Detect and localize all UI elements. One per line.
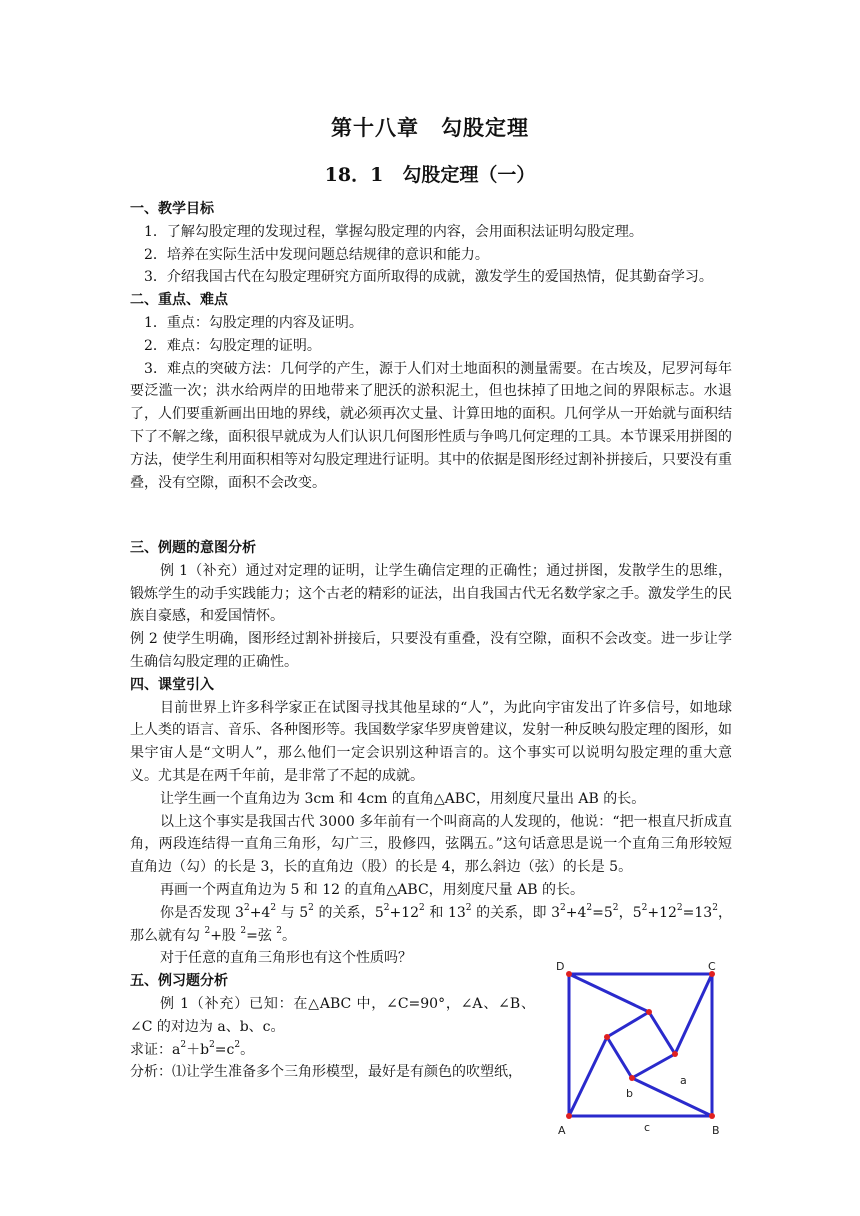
superscript: 2 bbox=[180, 1039, 187, 1050]
text-run: +4 bbox=[249, 904, 271, 921]
superscript: 2 bbox=[234, 1039, 241, 1050]
paragraph: 让学生画一个直角边为 3cm 和 4cm 的直角△ABC，用刻度尺量出 AB 的长。 bbox=[160, 790, 646, 807]
superscript: 2 bbox=[276, 925, 283, 936]
label-d: D bbox=[556, 960, 565, 973]
text-run: +4 bbox=[565, 904, 587, 921]
superscript: 2 bbox=[586, 903, 593, 914]
point-inner-4 bbox=[604, 1034, 610, 1040]
text-run: =c bbox=[214, 1041, 235, 1058]
superscript: 2 bbox=[612, 903, 619, 914]
paragraph: 2．培养在实际生活中发现问题总结规律的意识和能力。 bbox=[144, 246, 489, 263]
superscript: 2 bbox=[308, 903, 314, 914]
superscript: 2 bbox=[560, 903, 566, 914]
superscript: 2 bbox=[712, 903, 718, 914]
text-run: 和 13 bbox=[424, 904, 466, 921]
point-b bbox=[709, 1113, 715, 1119]
superscript: 2 bbox=[243, 903, 250, 914]
point-a bbox=[566, 1113, 572, 1119]
point-d bbox=[566, 971, 572, 977]
superscript: 2 bbox=[270, 903, 277, 914]
paragraph: 2．难点：勾股定理的证明。 bbox=[144, 337, 321, 354]
label-side-a: a bbox=[680, 1074, 687, 1087]
text-run: 的关系，即 3 bbox=[471, 904, 561, 921]
text-run: +股 bbox=[210, 927, 241, 944]
label-a: A bbox=[558, 1124, 566, 1137]
text-run: 。 bbox=[240, 1041, 255, 1058]
paragraph-proof-goal bbox=[130, 1039, 535, 1062]
section-heading: 五、例习题分析 bbox=[130, 973, 228, 990]
paragraph: 对于任意的直角三角形也有这个性质吗？ bbox=[160, 950, 412, 967]
section-title: 18．1 勾股定理（一） bbox=[324, 164, 536, 186]
text-run: ，5 bbox=[618, 904, 642, 921]
superscript: 2 bbox=[240, 925, 247, 936]
text-run: 你是否发现 3 bbox=[160, 904, 244, 921]
text-run: 。 bbox=[282, 927, 297, 944]
outer-square bbox=[569, 974, 712, 1116]
section-heading: 四、课堂引入 bbox=[130, 676, 214, 693]
text-run: ，那么就有勾 bbox=[130, 904, 733, 944]
paragraph: 分析：⑴让学生准备多个三角形模型，最好是有颜色的吹塑纸， bbox=[130, 1064, 522, 1081]
paragraph: 3．介绍我国古代在勾股定理研究方面所取得的成就，激发学生的爱国热情，促其勤奋学习。 bbox=[144, 269, 713, 286]
text-run: 求证：a bbox=[130, 1041, 181, 1058]
section-objectives bbox=[130, 198, 732, 494]
label-side-c: c bbox=[644, 1121, 651, 1134]
label-side-b: b bbox=[626, 1087, 633, 1100]
line-d-e bbox=[569, 974, 649, 1012]
point-inner-1 bbox=[646, 1009, 652, 1015]
paragraph: 1．重点：勾股定理的内容及证明。 bbox=[144, 314, 363, 331]
superscript: 2 bbox=[641, 903, 648, 914]
paragraph: 例 2 使学生明确，图形经过割补拼接后，只要没有重叠，没有空隙，面积不会改变。进一步让学生确信勾股定理的正确性。 bbox=[130, 631, 732, 670]
paragraph: 1．了解勾股定理的发现过程，掌握勾股定理的内容，会用面积法证明勾股定理。 bbox=[144, 223, 643, 240]
superscript: 2 bbox=[204, 925, 211, 936]
inner-square bbox=[607, 1012, 675, 1078]
point-inner-2 bbox=[672, 1051, 678, 1057]
label-b: B bbox=[712, 1124, 720, 1137]
text-run: ＋b bbox=[186, 1041, 210, 1058]
line-a-f bbox=[569, 1037, 607, 1116]
chapter-title: 第十八章 勾股定理 bbox=[331, 115, 529, 140]
text-run: =弦 bbox=[246, 927, 277, 944]
paragraph: 再画一个两直角边为 5 和 12 的直角△ABC，用刻度尺量 AB 的长。 bbox=[160, 881, 584, 898]
paragraph: 例 1（补充）通过对定理的证明，让学生确信定理的正确性；通过拼图，发散学生的思维，锻炼学生的动手实践能力；这个古老的精彩的证法，出自我国古代无名数学家之手。激发学生的民族自豪感，和爱国情怀。 bbox=[130, 562, 732, 625]
section-heading: 一、教学目标 bbox=[130, 201, 214, 217]
paragraph-squares bbox=[130, 902, 732, 948]
text-run: 与 5 bbox=[276, 904, 309, 921]
text-run: +12 bbox=[647, 904, 677, 921]
text-run: =5 bbox=[592, 904, 613, 921]
paragraph: 目前世界上许多科学家正在试图寻找其他星球的“人”，为此向宇宙发出了许多信号，如地球上人类的语言、音乐、各种图形等。我国数学家华罗庚曾建议，发射一种反映勾股定理的图形，如果宇宙人是“文明人”，那么他们一定会识别这种语言的。这个事实可以说明勾股定理的重大意义。尤其是在两千年前，是非常了不起的成就。 bbox=[130, 699, 732, 784]
text-run: 的关系，5 bbox=[313, 904, 384, 921]
text-run: =13 bbox=[682, 904, 713, 921]
section-heading: 二、重点、难点 bbox=[130, 292, 228, 309]
figure-svg bbox=[548, 958, 736, 1140]
superscript: 2 bbox=[419, 903, 425, 914]
pythagoras-figure bbox=[548, 958, 736, 1140]
paragraph: 例 1（补充）已知：在△ABC 中，∠C=90°，∠A、∠B、∠C 的对边为 a、b、c。 bbox=[130, 995, 535, 1035]
section-heading: 三、例题的意图分析 bbox=[130, 540, 256, 556]
label-c: C bbox=[708, 960, 716, 973]
paragraph: 3．难点的突破方法：几何学的产生，源于人们对土地面积的测量需要。在古埃及，尼罗河每年要泛滥一次；洪水给两岸的田地带来了肥沃的淤积泥土，但也抹掉了田地之间的界限标志。水退了，人们要重新画出田地的界线，就必须再次丈量、计算田地的面积。几何学从一开始就与面积结下了不解之缘，面积很早就成为人们认识几何图形性质与争鸣几何定理的工具。本节课采用拼图的方法，使学生利用面积相等对勾股定理进行证明。其中的依据是图形经过割补拼接后，只要没有重叠，没有空隙，面积不会改变。 bbox=[130, 360, 732, 491]
superscript: 2 bbox=[383, 903, 390, 914]
line-b-h bbox=[632, 1078, 712, 1116]
superscript: 2 bbox=[209, 1039, 215, 1050]
superscript: 2 bbox=[676, 903, 683, 914]
line-c-g bbox=[675, 974, 712, 1054]
point-inner-3 bbox=[629, 1075, 635, 1081]
superscript: 2 bbox=[465, 903, 472, 914]
text-run: +12 bbox=[389, 904, 420, 921]
paragraph: 以上这个事实是我国古代 3000 多年前有一个叫商高的人发现的，他说：“把一根直尺折成直角，两段连结得一直角三角形，勾广三，股修四，弦隅五。”这句话意思是说一个直角三角形较短直角边（勾）的长是 3，长的直角边（股）的长是 4，那么斜边（弦）的长是 5。 bbox=[130, 813, 732, 876]
